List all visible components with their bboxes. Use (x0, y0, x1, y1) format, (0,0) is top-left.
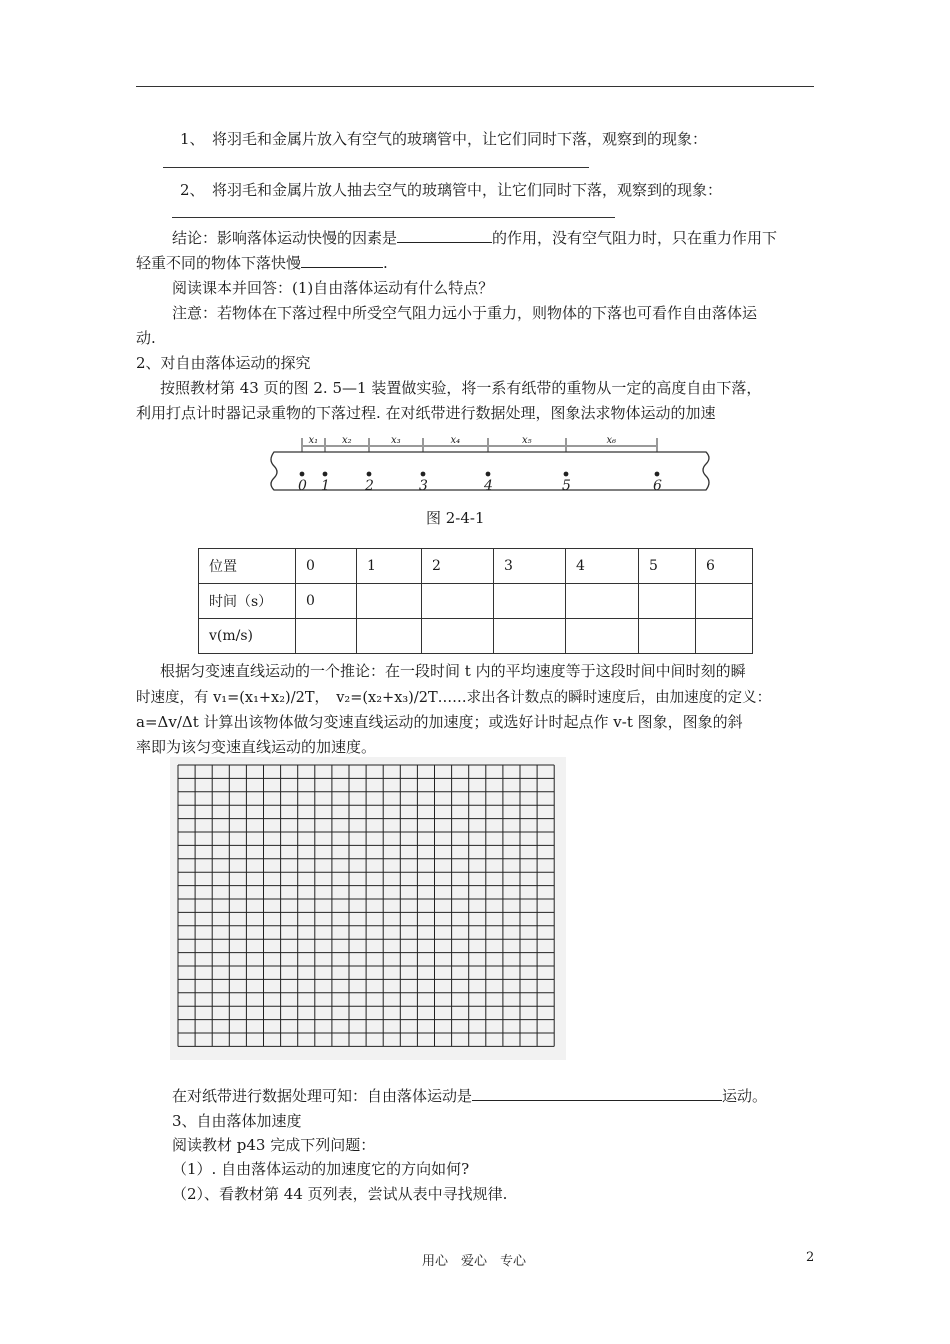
header-rule (136, 86, 814, 87)
section-3-question-2: （2）、看教材第 44 页列表，尝试从表中寻找规律. (172, 1185, 508, 1203)
tape-point-labels (298, 478, 662, 494)
result-blank[interactable] (472, 1086, 722, 1101)
position-cell: 0 (296, 549, 357, 584)
inference-line-3: a=Δv/Δt 计算出该物体做匀变速直线运动的加速度；或选好计时起点作 v-t 图象，图象的斜 (136, 713, 743, 731)
position-cell: 3 (494, 549, 566, 584)
segment-label: x₆ (606, 435, 617, 446)
read-answer: 阅读课本并回答：(1)自由落体运动有什么特点？ (172, 279, 494, 297)
conclusion-text-c: 轻重不同的物体下落快慢 (136, 254, 302, 272)
tape-dot (564, 472, 569, 477)
note-line-2: 动. (136, 329, 156, 347)
row-label-velocity: v(m/s) (199, 619, 296, 654)
position-cell: 2 (422, 549, 494, 584)
tape-point-label: 0 (298, 478, 307, 494)
tape-dot (655, 472, 660, 477)
segment-label: x₄ (450, 435, 461, 446)
conclusion-text-a: 结论：影响落体运动快慢的因素是 (172, 229, 398, 247)
velocity-cell[interactable] (639, 619, 696, 654)
table-row-position (199, 549, 753, 584)
velocity-cell[interactable] (566, 619, 639, 654)
section-3-question-1: （1）. 自由落体运动的加速度它的方向如何? (172, 1160, 470, 1178)
position-cell: 6 (696, 549, 753, 584)
conclusion-blank-1[interactable] (397, 228, 492, 243)
paper-tape-figure (266, 432, 714, 500)
tape-segment-labels (309, 435, 617, 446)
segment-label: x₃ (391, 435, 401, 446)
data-table (198, 548, 753, 654)
velocity-cell[interactable] (296, 619, 357, 654)
graph-paper[interactable] (170, 757, 566, 1060)
tape-points (300, 472, 660, 477)
graph-grid (170, 757, 566, 1060)
tape-point-label: 2 (365, 478, 374, 494)
segment-label: x₂ (342, 435, 352, 446)
tape-dot (421, 472, 426, 477)
result-text-b: 运动。 (722, 1087, 768, 1105)
conclusion-blank-2[interactable] (301, 253, 383, 268)
result-text-a: 在对纸带进行数据处理可知：自由落体运动是 (172, 1087, 473, 1105)
question-1: 1、 将羽毛和金属片放入有空气的玻璃管中，让它们同时下落，观察到的现象： (180, 130, 708, 148)
conclusion-line-1 (172, 227, 777, 248)
time-cell: 0 (296, 584, 357, 619)
tape-point-label: 1 (321, 478, 330, 494)
tape-dot (486, 472, 491, 477)
footer-text: 用心 爱心 专心 (422, 1254, 527, 1269)
tape-dot (300, 472, 305, 477)
inference-line-1: 根据匀变速直线运动的一个推论：在一段时间 t 内的平均速度等于这段时间中间时刻的瞬 (160, 662, 746, 680)
position-cell: 1 (357, 549, 422, 584)
question-2: 2、 将羽毛和金属片放人抽去空气的玻璃管中，让它们同时下落，观察到的现象： (180, 181, 723, 199)
table-row-time (199, 584, 753, 619)
velocity-cell[interactable] (357, 619, 422, 654)
time-cell[interactable] (696, 584, 753, 619)
velocity-cell[interactable] (494, 619, 566, 654)
time-cell[interactable] (494, 584, 566, 619)
section-2-paragraph-1: 按照教材第 43 页的图 2. 5—1 装置做实验，将一系有纸带的重物从一定的高度自由下落， (160, 379, 762, 397)
tape-point-label: 3 (419, 478, 428, 494)
velocity-cell[interactable] (422, 619, 494, 654)
time-cell[interactable] (357, 584, 422, 619)
inference-line-2: 时速度，有 v₁=(x₁+x₂)/2T， v₂=(x₂+x₃)/2T……求出各计数点的瞬时速度后，由加速度的定义： (136, 690, 772, 706)
answer-line-2[interactable] (172, 217, 615, 218)
section-2-paragraph-2: 利用打点计时器记录重物的下落过程. 在对纸带进行数据处理，图象法求物体运动的加速 (136, 404, 716, 422)
conclusion-line-2 (136, 252, 388, 273)
row-label-position: 位置 (199, 549, 296, 584)
conclusion-text-b: 的作用，没有空气阻力时，只在重力作用下 (492, 229, 778, 247)
tape-dot (367, 472, 372, 477)
inference-line-4: 率即为该匀变速直线运动的加速度。 (136, 738, 377, 756)
section-3-read: 阅读教材 p43 完成下列问题： (172, 1136, 376, 1154)
figure-caption: 图 2-4-1 (426, 509, 485, 527)
time-cell[interactable] (639, 584, 696, 619)
section-3-title: 3、自由落体加速度 (172, 1112, 302, 1130)
page-number: 2 (806, 1250, 815, 1265)
result-line (172, 1085, 767, 1106)
velocity-cell[interactable] (696, 619, 753, 654)
tape-point-label: 4 (484, 478, 493, 494)
answer-line-1[interactable] (163, 167, 589, 168)
time-cell[interactable] (566, 584, 639, 619)
segment-label: x₁ (308, 435, 319, 446)
position-cell: 5 (639, 549, 696, 584)
tape-point-label: 6 (653, 478, 662, 494)
tape-dot (323, 472, 328, 477)
table-row-velocity (199, 619, 753, 654)
position-cell: 4 (566, 549, 639, 584)
section-2-title: 2、对自由落体运动的探究 (136, 354, 311, 372)
note-line-1: 注意：若物体在下落过程中所受空气阻力远小于重力，则物体的下落也可看作自由落体运 (172, 304, 758, 322)
row-label-time: 时间（s） (199, 584, 296, 619)
segment-label: x₅ (522, 435, 532, 446)
time-cell[interactable] (422, 584, 494, 619)
tape-segment-markers (302, 438, 657, 452)
tape-point-label: 5 (562, 478, 571, 494)
conclusion-end: . (383, 254, 388, 272)
